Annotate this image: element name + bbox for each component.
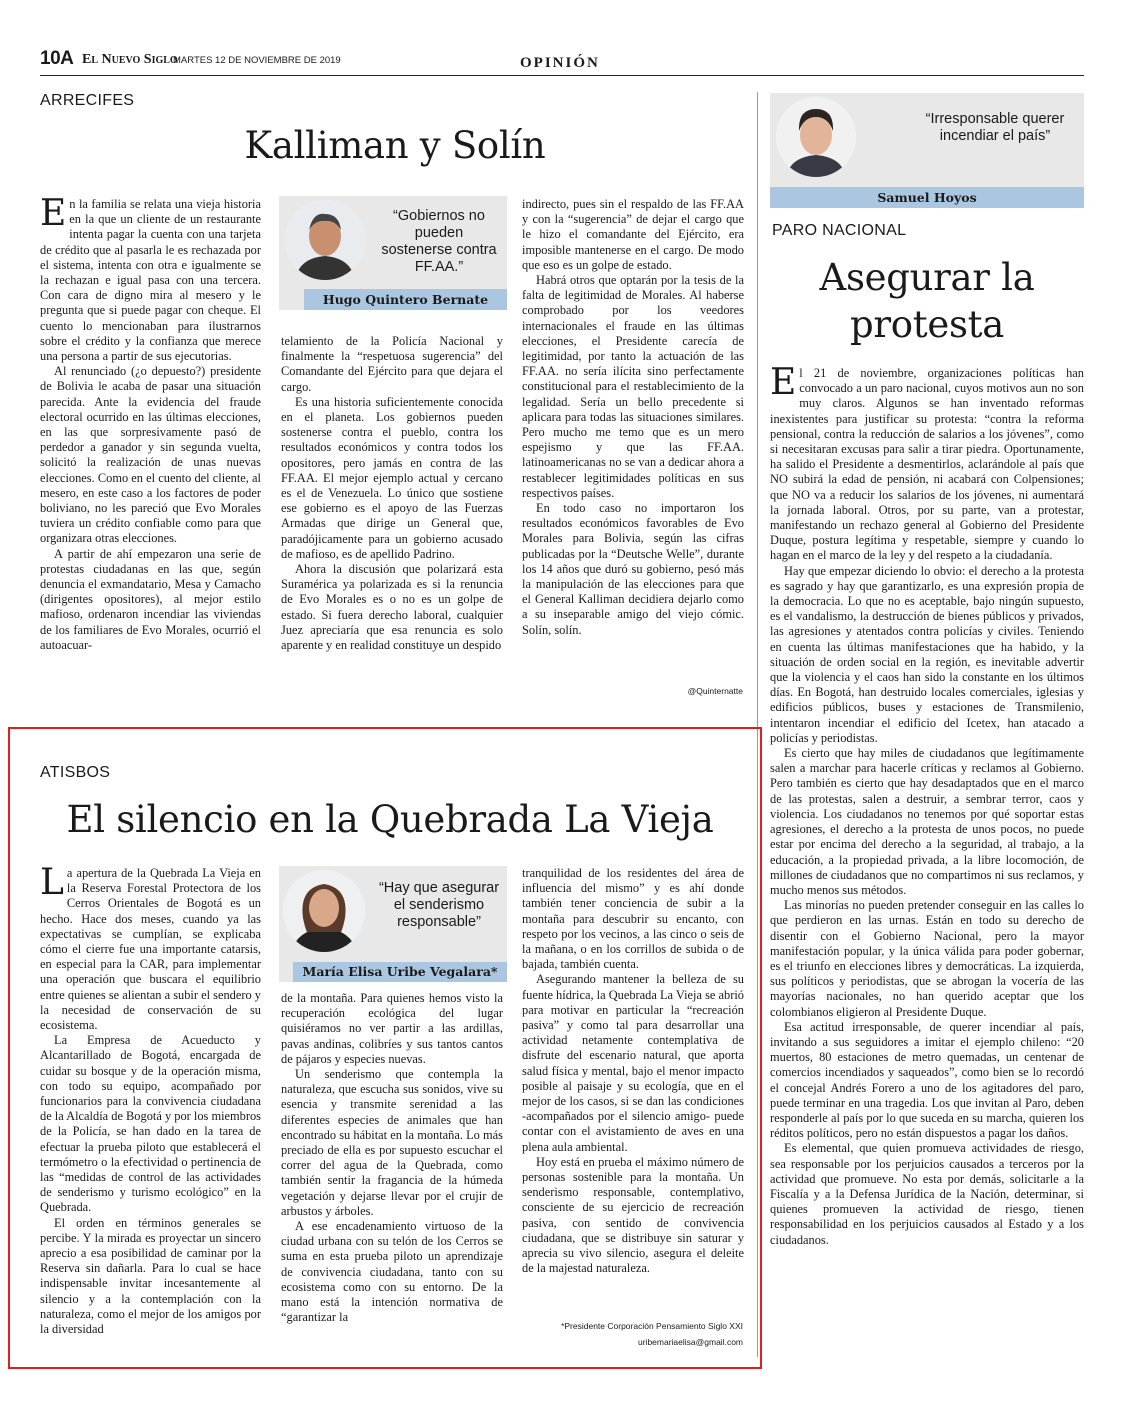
article1-author-box [279,196,507,310]
article2-column-3 [522,866,744,1321]
section-title: OPINIÓN [520,55,600,71]
article3-paragraph: Hay que empezar diciendo lo obvio: el derecho a la protesta es sagrado y hay que garantizarlo, es una expresión propia de la democracia. Lo que no es aceptable, bajo ningún supuesto, es el vandalismo, la destrucción de bienes públicos y privados, las agresiones y atentados contra policías y civiles. Teniendo en cuenta las últimas manifestaciones que ha habido, y la situación de orden social en la región, es inevitable advertir que la violencia y el caos han sido la constante en los últimos días. En Bogotá, han destruido locales comerciales, iglesias y edificios públicos, buses y estaciones de Transmilenio, intentaron incendiar el edificio del Icetex, han atacado a policías y periodistas. [770,563,1084,745]
article3-author-box [770,93,1084,208]
article3-paragraph: Las minorías no pueden pretender conseguir en las calles lo que perdieron en las urnas. Están en todo su derecho de disentir con el Gobierno Nacional, pero la mayor manifestación popular, y la única válida para poder gobernar, es el triunfo en elecciones libres y democráticas. La izquierda, sus políticos y periodistas, que se abrogan la vocería de las mayorías nacionales, no han querido aceptar que los colombianos eligieron al Presidente Duque. [770,898,1084,1019]
article3-column [770,366,1084,1351]
article3-title: Asegurar la protesta [819,256,1035,347]
article2-pull-quote: “Hay que asegurar el senderismo responsable” [378,880,500,930]
article1-drop-cap: E [40,197,67,234]
article1-paragraph: En todo caso no importaron los resultados económicos favorables de Evo Morales para Bolivia, según las cifras publicadas por la “Deutsche Welle”, durante los 14 años que duró su gobierno, pesó más la manipulación de las elecciones para que el General Kalliman decidiera dejarlo como a su inseparable amigo del viejo cómic. Solín, solín. [522,501,744,637]
article3-pull-quote: “Irresponsable querer incendiar el país” [925,111,1065,144]
article1-column-3 [522,197,744,685]
article1-paragraph: indirecto, pues sin el respaldo de las FF.AA y con la “sugerencia” de dejar el cargo que le hizo el comandante del Ejército, era imposible mantenerse en el cargo. De modo que eso es un golpe de estado. [522,197,744,272]
publication-date: MARTES 12 DE NOVIEMBRE DE 2019 [173,55,341,66]
article1-paragraph: n la familia se relata una vieja historia en la que un cliente de un restaurante intenta pagar la cuenta con una tarjeta de crédito que al pasarla le es rechazada por el sistema, intenta con otra e igualmente se la rechazan e igual pasa con una tercera. Con cara de digno mira al mesero y le pregunta que si puede pagar con cheque. El cuento lo mencionaban para ilustrarnos sobre el crédito y la confianza que merece una persona a partir de sus ejecutorias. [40,197,261,364]
newspaper-name: El Nuevo Siglo [82,52,178,67]
article2-drop-cap: L [40,866,64,903]
header-rule [40,75,1084,76]
article1-column-2 [281,334,503,697]
article2-paragraph: a apertura de la Quebrada La Vieja en la Reserva Forestal Protectora de los Cerros Orientales de Bogotá es un hecho. Hace dos meses, cuando ya las expectativas se cumplían, se explicaba cómo el cierre fue una importante catarsis, en especial para la CAR, para implementar una operación que buscara el equilibrio entre quienes se alientan a subir el sendero y la necesidad de conservación de su ecosistema. [40,866,261,1033]
article2-paragraph: Un senderismo que contempla la naturaleza, que escucha sus sonidos, vive su esencia y transmite serenidad a las diferentes especies de animales que han encontrado su hábitat en la montaña. Lo más preciado de ella es por supuesto escuchar el correr del agua de la Quebrada, como también sentir la fragancia de la húmeda vegetación y dejarse llevar por el crujir de arbustos y árboles. [281,1067,503,1218]
article3-author-name: Samuel Hoyos [770,187,1084,208]
article1-title: Kalliman y Solín [244,124,546,167]
article2-email: uribemariaelisa@gmail.com [638,1337,743,1347]
article2-title: El silencio en la Quebrada La Vieja [66,798,714,841]
article1-paragraph: Habrá otros que optarán por la tesis de la falta de legitimidad de Morales. Al haberse comprobado por los veedores internacionales el fraude en las últimas elecciones, el Presidente carecía de legitimidad, por tanto la actuación de las FF.AA. no sería ilícita sino perfectamente constitucional para el restablecimiento de la legalidad. Sería un bello precedente si aplicara para todas las situaciones similares. Pero mucho me temo que es un mero espejismo y que las FF.AA. latinoamericanas no se van a dedicar ahora a restablecer legitimidades políticas en sus respectivos países. [522,273,744,500]
article1-paragraph: A partir de ahí empezaron una serie de protestas ciudadanas en las que, según denuncia el exmandatario, Mesa y Camacho (dirigentes opositores), al mejor estilo mafioso, ordenaron incendiar las viviendas de los familiares de Evo Morales, ocurrió el autoacuar- [40,546,261,652]
page-number: 10A [40,48,74,69]
article1-paragraph: Ahora la discusión que polarizará esta Suramérica ya polarizada es si la renuncia de Evo Morales es o no es un golpe de estado. Si fuera derecho laboral, cualquier Juez apreciaría que esa renuncia es solo aparente y en realidad constituye un despido [281,562,503,653]
author-portrait-icon [283,870,365,952]
article1-kicker: ARRECIFES [40,92,135,109]
article2-paragraph: A ese encadenamiento virtuoso de la ciudad urbana con su telón de los Cerros se suma en esta prueba piloto un aprendizaje de convivencia ciudadana, tanto con su ecosistema como con su entorno. De la mano está la intención normativa de “garantizar la [281,1219,503,1325]
author-portrait-icon [776,97,856,177]
author-photo [285,200,365,280]
article1-paragraph: Al renunciado (¿o depuesto?) presidente de Bolivia le acaba de pasar una situación parecida. Ante la evidencia del fraude electoral ocurrido en las últimas elecciones, en las que sorpresivamente pasó de perdedor a ganador y sin segunda vuelta, solicitó la realización de unas nuevas elecciones. Como en el cuento del cliente, al mesero, en este caso a los factores de poder boliviano, no les pareció que Evo Morales tuviera un crédito confiable como para que organizara otras elecciones. [40,364,261,546]
author-photo [776,97,856,177]
article1-paragraph: telamiento de la Policía Nacional y finalmente la “respetuosa sugerencia” del Comandante del Ejército para que dejara el cargo. [281,334,503,394]
article1-paragraph: Es una historia suficientemente conocida en el planeta. Los gobiernos pueden sostenerse contra el pueblo, contra los resultados económicos y contra todos los opositores, pero jamás en contra de las FF.AA. El mejor ejemplo actual y cercano es el de Venezuela. Lo único que sostiene ese gobierno es el apoyo de las Fuerzas Armadas que dirige un General que, paradójicamente para un gobierno acusado de mafioso, es de apellido Padrino. [281,394,503,561]
article3-paragraph: Es elemental, que quien promueva actividades de riesgo, sea responsable por los perjuicios causados a terceros por la actividad que promueve. No esta por demás, solicitarle a la Fiscalía y a la Defensa Jurídica de la Nación, determinar, si quienes promueven la actividad de riesgo, tienen responsabilidad en los perjuicios causados al Estado y a los ciudadanos. [770,1141,1084,1247]
article2-kicker: ATISBOS [40,764,111,781]
article2-paragraph: tranquilidad de los residentes del área de influencia del mismo” y es ahí donde también tener conciencia de subir a la montaña para descubrir su encanto, con respeto por los vecinos, a las cinco o seis de la mañana, o en los corrillos de subida o de bajada, también cuenta. [522,866,744,972]
article3-drop-cap: E [770,366,797,403]
article2-paragraph: El orden en términos generales se percibe. Y la mirada es proyectar un sincero aprecio a esa posibilidad de caminar por la Reserva sin dañarla. Para lo cual se hace indispensable invitar incesantemente al silencio y a la contemplación con la naturaleza, como el mejor de los amigos por la diversidad [40,1215,261,1337]
article2-paragraph: Hoy está en prueba el máximo número de personas sostenible para la montaña. Un senderismo responsable, contemplativo, consciente de su ejercicio de recreación pasiva, con sentido de convivencia ciudadana, que se distribuye sin saturar y aprecia su vivo silencio, asegura el deleite de la majestad naturaleza. [522,1154,744,1276]
article3-paragraph: Esa actitud irresponsable, de querer incendiar al país, invitando a sus seguidores a imitar el ejemplo chileno: “20 muertos, 80 estaciones de metro quemadas, un centenar de comercios incendiados y saqueados”, como bien se lo recordó el concejal Andrés Forero a uno de los agitadores del paro, puede terminar en una tragedia. Los que invitan al Paro, deben responderle al país por lo que suceda en su marcha, quieren los réditos políticos, pero no están dispuestos a pagar los daños. [770,1019,1084,1141]
author-portrait-icon [285,200,365,280]
article2-author-name: María Elisa Uribe Vegalara* [293,962,507,982]
article2-column-1 [40,866,261,1354]
article1-author-name: Hugo Quintero Bernate [304,289,507,310]
article2-paragraph: de la montaña. Para quienes hemos visto la recuperación ecológica del lugar quisiéramos no ver partir a las ardillas, pavas andinas, colibríes y sus tantos cantos de pájaros y especies nuevas. [281,991,503,1066]
article2-column-2 [281,991,503,1354]
article2-paragraph: Asegurando mantener la belleza de su fuente hídrica, la Quebrada La Vieja se abrió para motivar en particular la “recreación pasiva” y como tal para desarrollar una actividad netamente contemplativa de disfrute del escenario natural, que aporta salud física y mental, bajo el menor impacto posible al paisaje y su ecología, que en el mejor de los casos, si se dan las condiciones -acompañados por el silencio amigo- puede contar con el avistamiento de aves en una plena aula ambiental. [522,972,744,1154]
article1-signature: @Quinternatte [687,686,743,696]
article3-paragraph: l 21 de noviembre, organizaciones políticas han convocado a un paro nacional, cuyos motivos aun no son muy claros. Algunos se han inventado reformas inexistentes para justificar su protesta: “contra la reforma pensional, contra la reducción de salarios a los jóvenes”, como si necesitaran excusas para salir a tirar piedra. Oportunamente, ha salido el Presidente a desmentirlos, aclarándole al país que NO subirá la edad de pensión, ni acabará con Colpensiones; que NO va a reducir los salarios de los jóvenes, ni aumentará la jornada laboral. Otros, por su parte, van a protestar, manifestando un rechazo general al Gobierno del Presidente Duque, postura legítima y respetable, siempre y cuando lo hagan en el marco de la ley y del respeto a la ciudadanía. [770,366,1084,563]
article3-kicker: PARO NACIONAL [772,222,907,239]
article1-column-1 [40,197,261,697]
article2-author-box [279,866,507,982]
article2-paragraph: La Empresa de Acueducto y Alcantarillado de Bogotá, encargada de cuidar su bosque y de la operación misma, con todo su equipo, acompañado por funcionarios para la convivencia ciudadana de la Alcaldía de Bogotá y por los miembros de la Policía, se han dado en la tarea de efectuar la prueba piloto que establecerá el termómetro o la efectividad o pertinencia de las “medidas de control de las actividades de senderismo y turismo ecológico” en la Quebrada. [40,1033,261,1215]
article2-footnote: *Presidente Corporación Pensamiento Siglo XXI [561,1321,743,1331]
author-photo [283,870,365,952]
article3-paragraph: Es cierto que hay miles de ciudadanos que legítimamente salen a marchar para hacerle críticas y reclamos al Gobierno. Pero también es cierto que hay desadaptados que en el marco de las protestas, salen a destruir, a sembrar terror, caos y violencia. Los ciudadanos no tenemos por qué soportar estas agresiones, el derecho a la protesta de unos pocos, no puede estar por encima del derecho a la seguridad, al trabajo, a la educación, a la propiedad privada, a la libre locomoción, de millones de ciudadanos que no compartimos ni sus reclamos, y mucho menos sus métodos. [770,746,1084,897]
article1-pull-quote: “Gobiernos no pueden sostenerse contra FF.AA.” [381,208,497,275]
